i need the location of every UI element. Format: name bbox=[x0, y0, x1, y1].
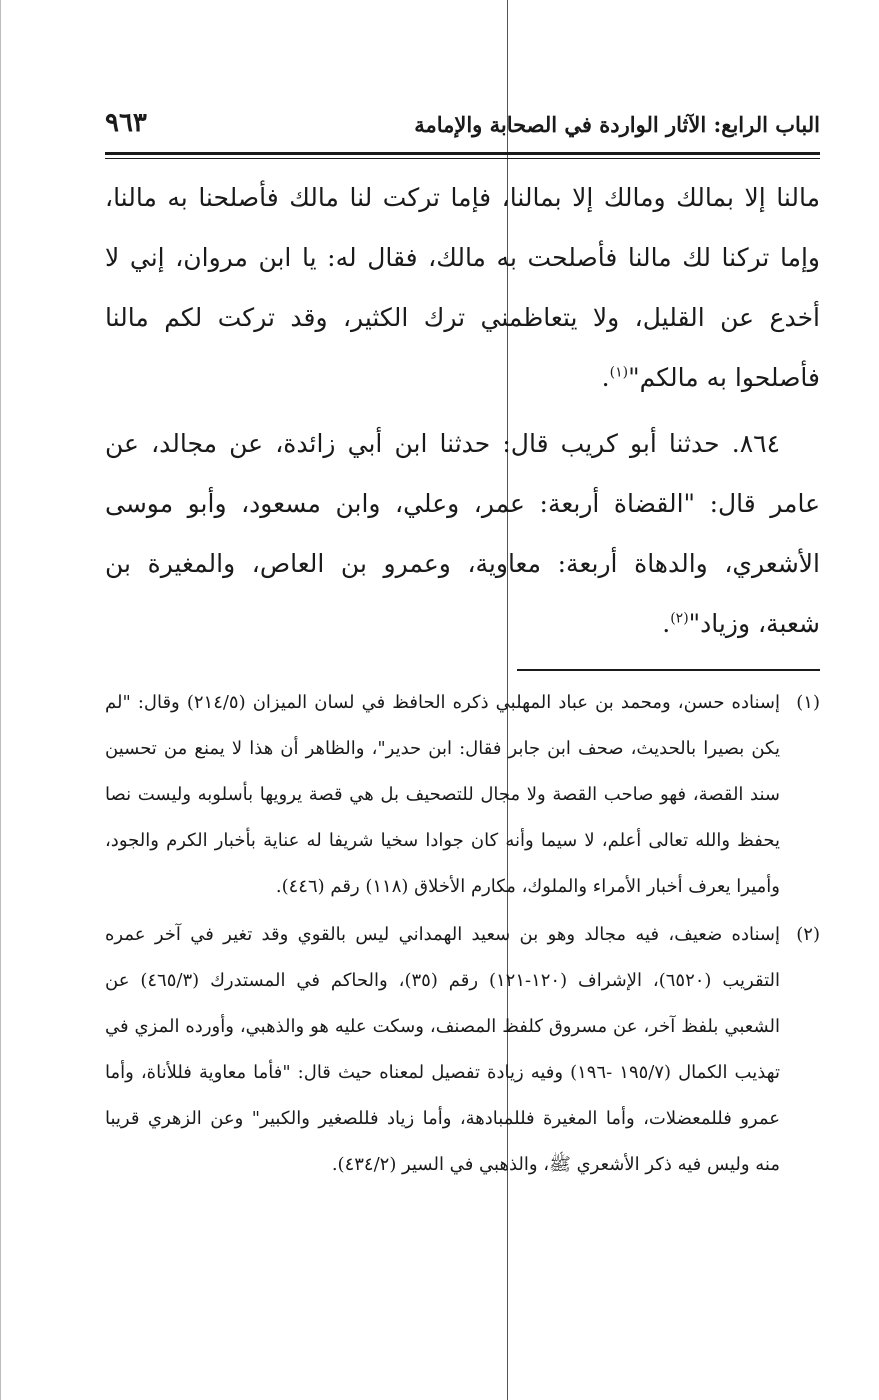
entry-text: حدثنا أبو كريب قال: حدثنا ابن أبي زائدة، عن مجالد، عن عامر قال: "القضاة أربعة: عمر، وعلي، وابن مسعود، وأبو موسى الأشعري، والدهاة أربعة: معاوية، وعمرو بن العاص، والمغيرة بن شعبة، وزياد" bbox=[105, 429, 820, 638]
entry-paragraph bbox=[105, 414, 820, 654]
footnote-1 bbox=[105, 680, 820, 910]
running-header bbox=[105, 108, 820, 152]
footnotes bbox=[105, 680, 820, 1190]
footnote-ref-2: (٢) bbox=[670, 610, 689, 627]
footnote-2 bbox=[105, 912, 820, 1188]
entry-number: ٨٦٤. bbox=[731, 429, 781, 458]
footnote-separator bbox=[517, 669, 820, 671]
continuation-end: . bbox=[601, 363, 610, 392]
footnote-2-text: إسناده ضعيف، فيه مجالد وهو بن سعيد الهمداني ليس بالقوي وقد تغير في آخر عمره التقريب (٦٥٢٠)، الإشراف (١٢٠-١٢١) رقم (٣٥)، والحاكم في المستدرك (٤٦٥/٣) عن الشعبي بلفظ آخر، عن مسروق كلفظ المصنف، وسكت عليه هو والذهبي، وأورده المزي في تهذيب الكمال (١٩٥/٧ -١٩٦) وفيه زيادة تفصيل لمعناه حيث قال: "فأما معاوية فللأناة، وأما عمرو فللمعضلات، وأما المغيرة فللمبادهة، وأما زياد فللصغير والكبير" وعن الزهري قريبا منه وليس فيه ذكر الأشعري ﷺ، والذهبي في السير (٤٣٤/٢). bbox=[105, 924, 781, 1175]
footnote-2-mark: (٢) bbox=[796, 924, 820, 945]
continuation-paragraph bbox=[105, 168, 820, 408]
main-text bbox=[105, 168, 820, 654]
header-rule-thick bbox=[105, 152, 820, 155]
header-rule-thin bbox=[105, 158, 820, 159]
page-number: ٩٦٣ bbox=[105, 108, 147, 138]
running-title: الباب الرابع: الآثار الواردة في الصحابة والإمامة bbox=[414, 112, 820, 137]
entry-end: . bbox=[662, 609, 671, 638]
footnote-1-mark: (١) bbox=[796, 692, 820, 713]
scan-left-edge bbox=[0, 0, 1, 1400]
footnote-ref-1: (١) bbox=[609, 364, 629, 381]
continuation-text: مالنا إلا بمالك ومالك إلا بمالنا، فإما تركت لنا مالك فأصلحنا به مالنا، وإما تركنا لك مالنا فأصلحت به مالك، فقال له: يا ابن مروان، إني لا أخدع عن القليل، ولا يتعاظمني ترك الكثير، وقد تركت لكم مالنا فأصلحوا به مالكم" bbox=[105, 183, 820, 392]
footnote-1-text: إسناده حسن، ومحمد بن عباد المهلبي ذكره الحافظ في لسان الميزان (٢١٤/٥) وقال: "لم يكن بصيرا بالحديث، صحف ابن جابر فقال: ابن حدير"، والظاهر أن هذا لا يمنع من تحسين سند القصة، فهو صاحب القصة ولا مجال للتصحيف بل هي قصة يرويها بأسلوبه وليست نصا يحفظ والله تعالى أعلم، لا سيما وأنه كان جوادا سخيا شريفا له عناية بأخبار الكرم والجود، وأميرا يعرف أخبار الأمراء والملوك، مكارم الأخلاق (١١٨) رقم (٤٤٦). bbox=[105, 692, 780, 897]
